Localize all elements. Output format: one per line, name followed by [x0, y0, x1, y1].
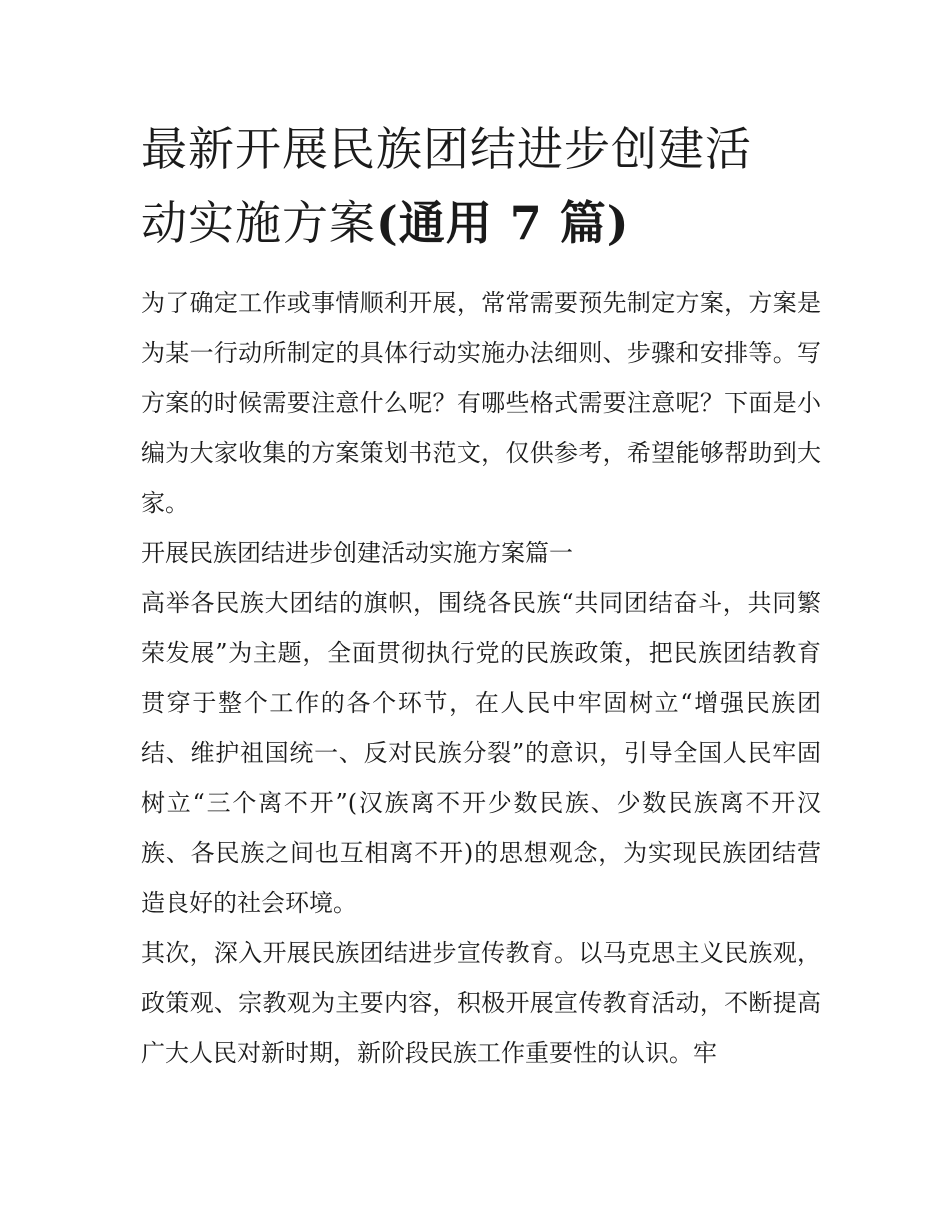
title-line-2-prefix: 动实施方案 — [141, 196, 376, 250]
section-paragraph-1: 高举各民族大团结的旗帜，围绕各民族“共同团结奋斗，共同繁荣发展”为主题，全面贯彻执行党的民族政策，把民族团结教育贯穿于整个工作的各个环节，在人民中牢固树立“增强民族团结、维护祖国统一、反对民族分裂”的意识，引导全国人民牢固树立“三个离不开”(汉族离不开少数民族、少数民族离不开汉族、各民族之间也互相离不开)的思想观念，为实现民族团结营造良好的社会环境。 — [141, 589, 821, 917]
intro-paragraph: 为了确定工作或事情顺利开展，常常需要预先制定方案，方案是为某一行动所制定的具体行动实施办法细则、步骤和安排等。写方案的时候需要注意什么呢？有哪些格式需要注意呢？下面是小编为大家收集的方案策划书范文，仅供参考，希望能够帮助到大家。 — [141, 289, 821, 517]
section-paragraph-2: 其次，深入开展民族团结进步宣传教育。以马克思主义民族观，政策观、宗教观为主要内容，积极开展宣传教育活动，不断提高广大人民对新时期，新阶段民族工作重要性的认识。牢 — [141, 939, 821, 1067]
title-line-2-suffix: (通用 7 篇) — [376, 196, 630, 250]
section-heading: 开展民族团结进步创建活动实施方案篇一 — [141, 539, 573, 567]
document-title — [141, 112, 821, 260]
document-page — [141, 112, 821, 1078]
title-line-1: 最新开展民族团结进步创建活 — [141, 122, 752, 176]
